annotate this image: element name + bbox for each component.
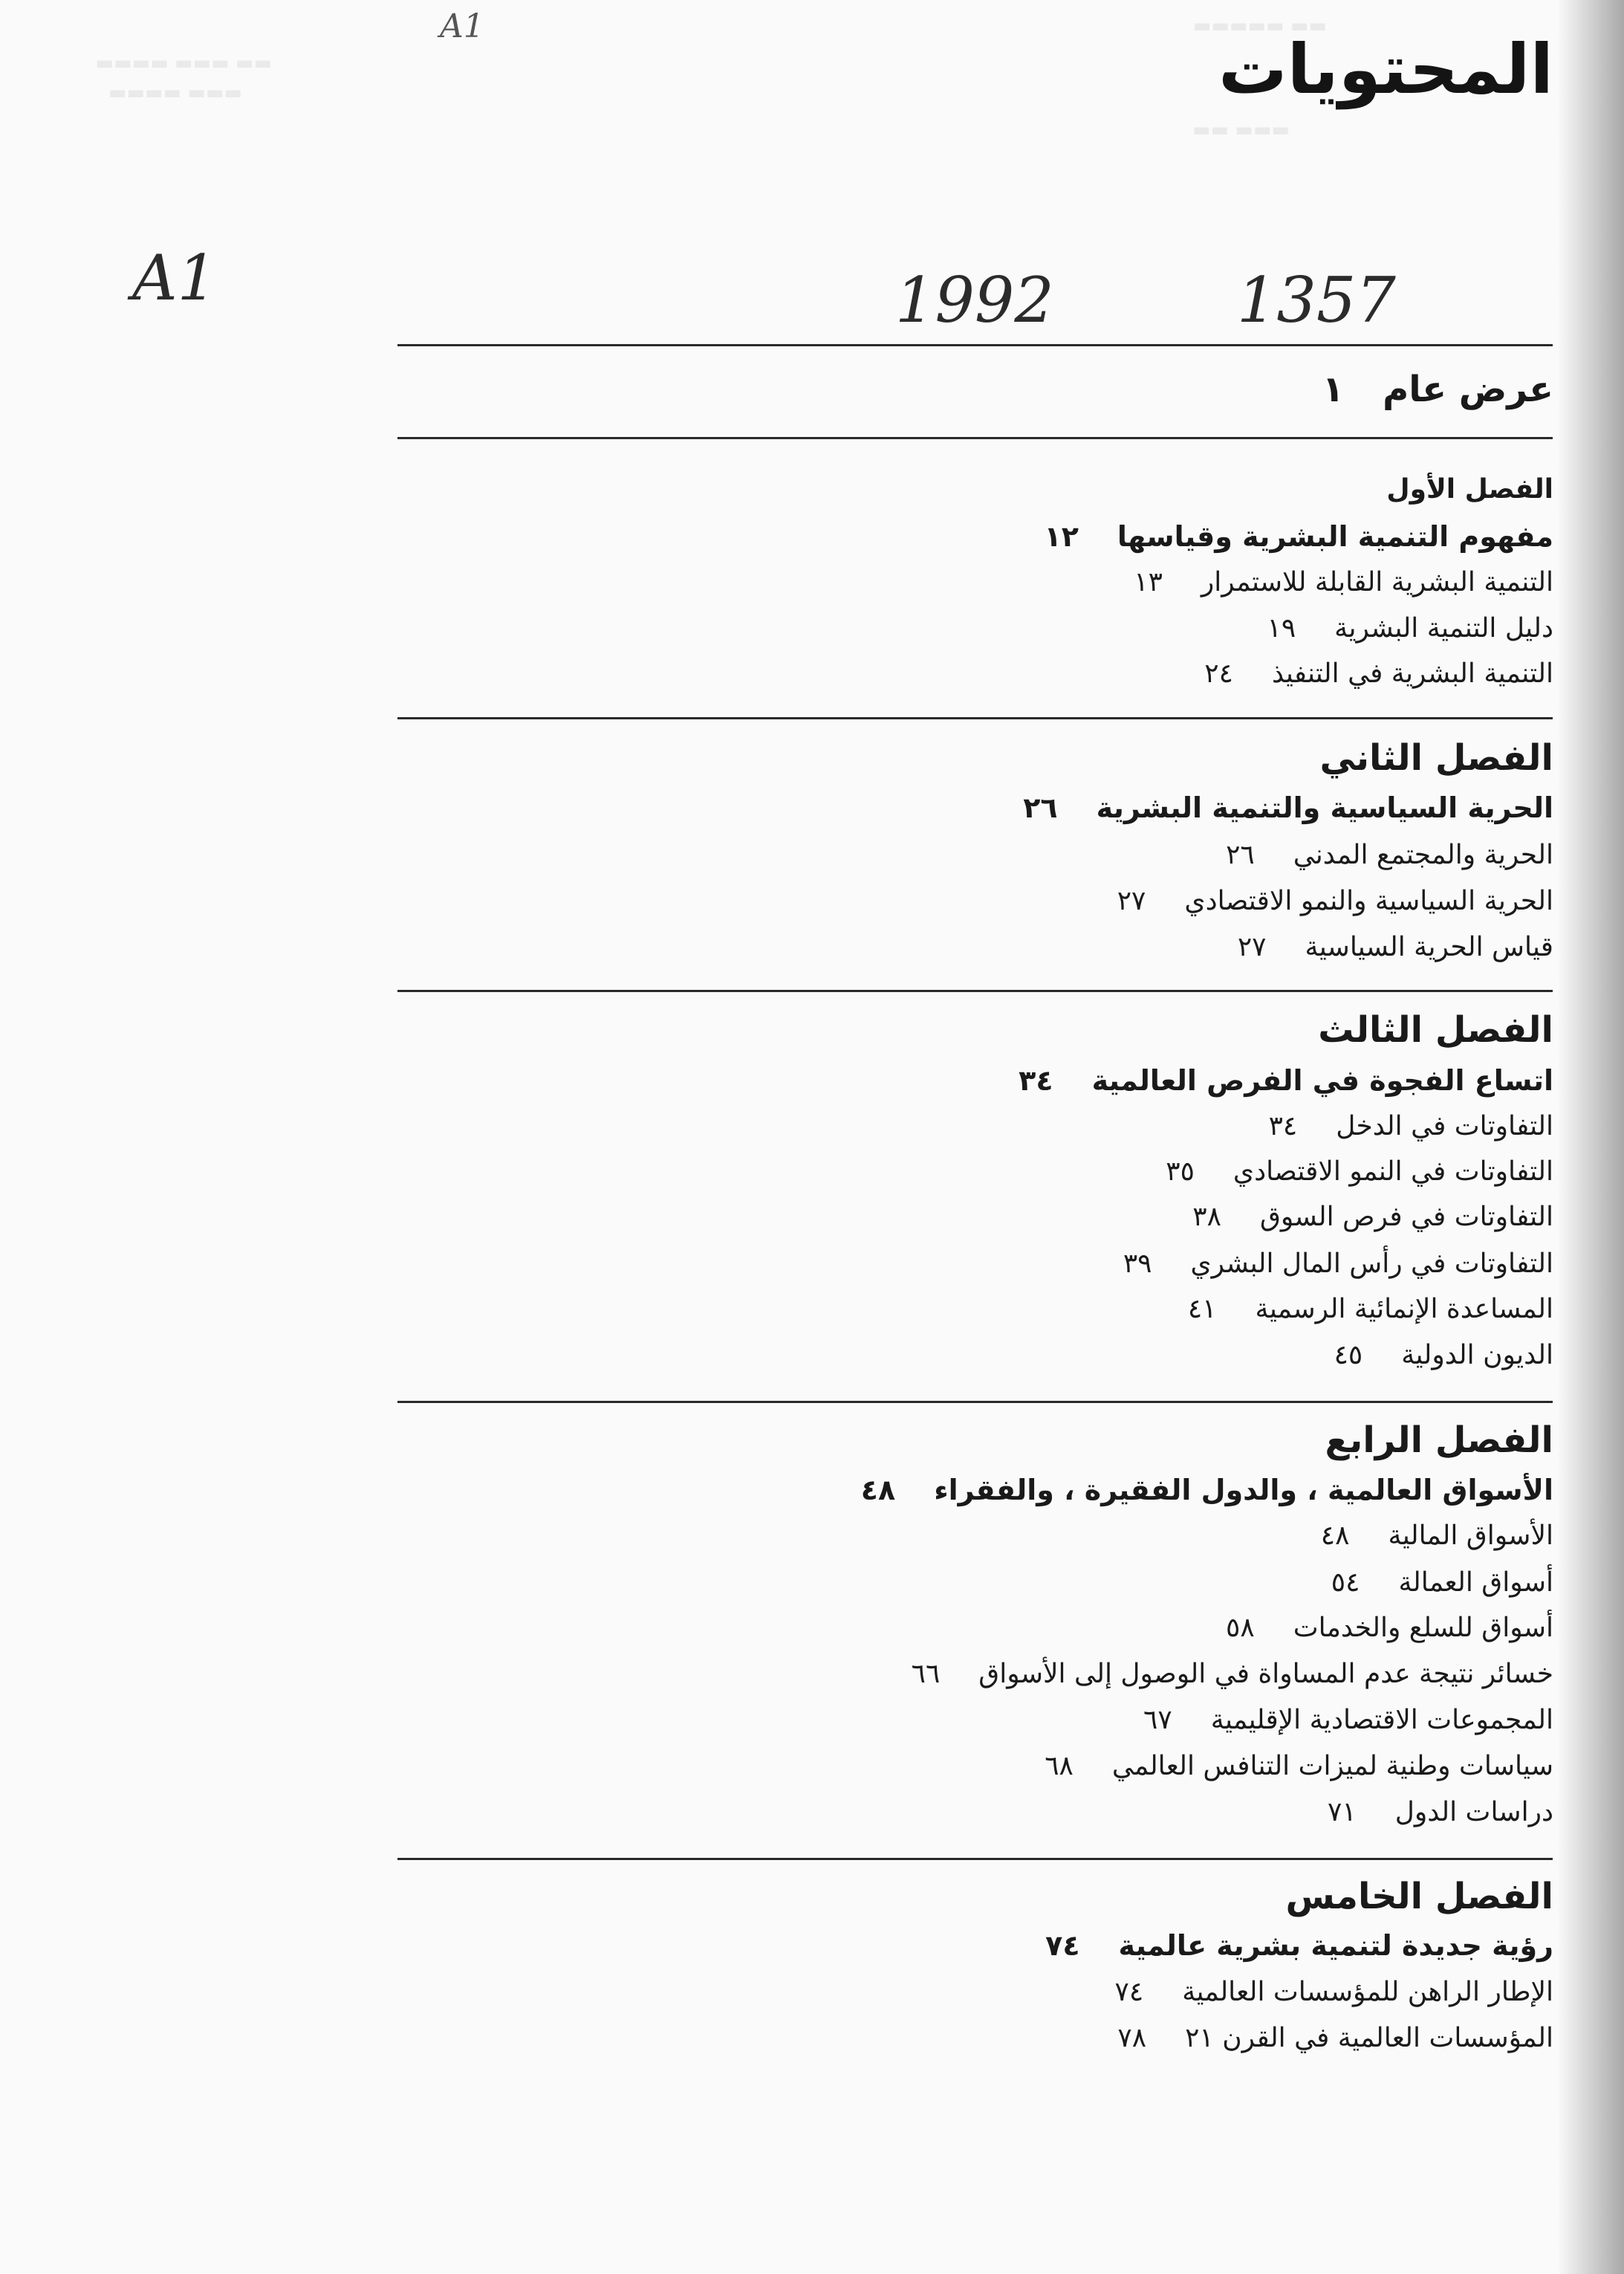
entry-page: ٣٥ (1166, 1156, 1195, 1187)
handwritten-year: 1992 (895, 264, 1054, 337)
divider (397, 1401, 1553, 1403)
entry-text: التفاوتات في الدخل (1336, 1111, 1553, 1141)
entry-page: ٧١ (1328, 1797, 1357, 1827)
entry-page: ٦٨ (1045, 1751, 1074, 1781)
entry-text: الديون الدولية (1401, 1340, 1553, 1370)
entry-page: ٥٤ (1331, 1567, 1360, 1598)
entry-text: خسائر نتيجة عدم المساواة في الوصول إلى الأسواق (978, 1659, 1553, 1689)
entry-page: ٥٨ (1226, 1613, 1255, 1643)
entry-page: ٤٨ (1320, 1520, 1350, 1551)
entry-page: ٦٦ (911, 1659, 941, 1689)
page-spine-shadow (1557, 0, 1624, 2274)
entry-page: ٤٨ (860, 1474, 896, 1506)
entry-text: المجموعات الاقتصادية الإقليمية (1210, 1705, 1553, 1735)
entry-page: ٣٨ (1192, 1202, 1221, 1232)
entry-text: دليل التنمية البشرية (1334, 613, 1553, 644)
entry-text: التفاوتات في فرص السوق (1259, 1202, 1553, 1232)
toc-entry (1045, 1751, 1553, 1781)
toc-entry (1204, 658, 1553, 689)
page-title: المحتويات (1218, 30, 1553, 109)
divider (397, 344, 1553, 346)
overview-page: ١ (1322, 369, 1345, 410)
entry-page: ٦٧ (1143, 1705, 1172, 1735)
entry-text: التفاوتات في النمو الاقتصادي (1232, 1156, 1553, 1187)
toc-entry (1238, 932, 1553, 962)
entry-page: ٢٧ (1237, 932, 1267, 962)
toc-entry (1192, 1202, 1553, 1232)
entry-page: ١٩ (1267, 613, 1296, 644)
divider (397, 990, 1553, 992)
entry-text: اتساع الفجوة في الفرص العالمية (1091, 1064, 1553, 1097)
chapter-heading (861, 1474, 1553, 1506)
entry-text: الأسواق المالية (1388, 1520, 1553, 1551)
chapter-label: الفصل الخامس (1285, 1876, 1553, 1917)
toc-entry (1123, 1248, 1553, 1279)
entry-page: ٤٥ (1334, 1340, 1363, 1370)
entry-page: ٢٤ (1204, 658, 1233, 689)
divider (397, 1858, 1553, 1860)
chapter-label: الفصل الأول (1386, 474, 1553, 505)
handwritten-side-mark: A1 (132, 242, 218, 314)
overview-entry (1322, 369, 1553, 410)
entry-page: ٧٨ (1117, 2023, 1147, 2053)
entry-text: الإطار الراهن للمؤسسات العالمية (1182, 1977, 1553, 2007)
toc-entry (1226, 840, 1553, 870)
entry-text: رؤية جديدة لتنمية بشرية عالمية (1118, 1929, 1553, 1962)
chapter-heading (1045, 520, 1554, 553)
toc-entry (1226, 1613, 1553, 1643)
entry-page: ٣٤ (1019, 1064, 1053, 1097)
entry-text: دراسات الدول (1394, 1797, 1553, 1827)
toc-entry (1331, 1567, 1553, 1598)
entry-page: ٢٧ (1117, 886, 1146, 916)
toc-entry (1334, 1340, 1553, 1370)
bleed-through-text: ▬▬ ▬▬▬ ▬▬▬▬ ▬▬▬ ▬▬▬▬ ▬▬ ▬▬▬▬▬ ▬▬▬ ▬▬ (95, 15, 1327, 141)
entry-page: ٧٤ (1114, 1977, 1144, 2007)
entry-text: التنمية البشرية القابلة للاستمرار (1201, 567, 1553, 597)
toc-entry (1166, 1156, 1553, 1187)
entry-page: ١٣ (1134, 567, 1163, 597)
toc-entry (1328, 1797, 1553, 1827)
toc-entry (1188, 1294, 1553, 1324)
toc-entry (1117, 886, 1553, 916)
toc-entry (1321, 1520, 1553, 1551)
entry-text: الحرية السياسية والتنمية البشرية (1096, 791, 1553, 824)
entry-text: الأسواق العالمية ، والدول الفقيرة ، والفقراء (934, 1474, 1553, 1506)
toc-entry (1269, 1111, 1553, 1141)
entry-page: ٤١ (1187, 1294, 1217, 1324)
entry-page: ٧٤ (1045, 1929, 1080, 1962)
divider (397, 717, 1553, 719)
entry-text: سياسات وطنية لميزات التنافس العالمي (1111, 1751, 1553, 1781)
toc-entry (1115, 1977, 1553, 2007)
entry-text: أسواق للسلع والخدمات (1293, 1613, 1553, 1643)
chapter-label: الفصل الرابع (1325, 1419, 1553, 1461)
entry-text: المؤسسات العالمية في القرن ٢١ (1185, 2023, 1553, 2053)
entry-text: التفاوتات في رأس المال البشري (1190, 1248, 1553, 1279)
toc-entry (1143, 1705, 1553, 1735)
entry-text: قياس الحرية السياسية (1305, 932, 1553, 962)
entry-page: ٢٦ (1023, 791, 1058, 824)
toc-entry (1117, 2023, 1553, 2053)
toc-entry (1134, 567, 1553, 597)
entry-text: أسواق العمالة (1398, 1567, 1553, 1598)
handwritten-top-mark: A1 (440, 7, 484, 45)
chapter-label: الفصل الثاني (1319, 737, 1553, 779)
chapter-heading (1023, 791, 1553, 824)
entry-page: ٢٦ (1226, 840, 1255, 870)
entry-text: التنمية البشرية في التنفيذ (1271, 658, 1553, 689)
entry-text: الحرية السياسية والنمو الاقتصادي (1184, 886, 1553, 916)
entry-text: الحرية والمجتمع المدني (1293, 840, 1553, 870)
chapter-heading (1045, 1929, 1553, 1962)
toc-entry (912, 1659, 1553, 1689)
overview-label: عرض عام (1383, 369, 1553, 410)
entry-text: مفهوم التنمية البشرية وقياسها (1117, 520, 1553, 553)
chapter-heading (1019, 1064, 1553, 1097)
chapter-label: الفصل الثالث (1318, 1009, 1553, 1051)
toc-entry (1267, 613, 1554, 644)
entry-page: ٣٩ (1123, 1248, 1152, 1279)
entry-page: ١٢ (1044, 520, 1079, 553)
entry-text: المساعدة الإنمائية الرسمية (1255, 1294, 1553, 1324)
divider (397, 437, 1553, 439)
entry-page: ٣٤ (1268, 1111, 1298, 1141)
handwritten-number: 1357 (1237, 264, 1396, 337)
